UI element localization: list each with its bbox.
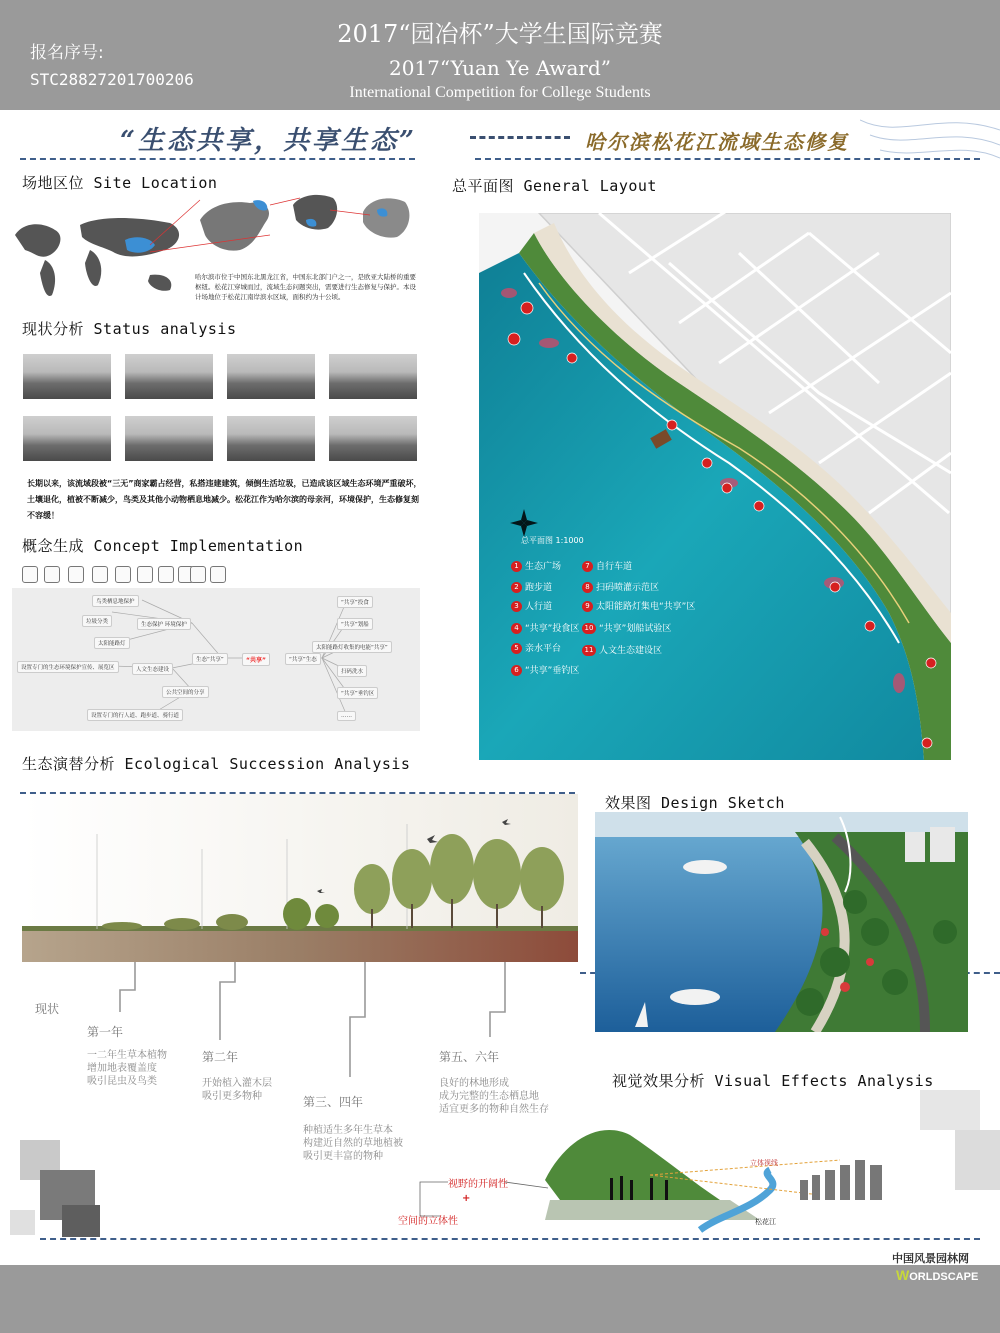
legend-number: 4 [511, 623, 522, 634]
legend-item-4 [511, 621, 579, 634]
walking-icon [158, 566, 174, 583]
slogan-subtitle: 哈尔滨松花江流域生态修复 [585, 130, 849, 154]
legend-item-6 [511, 663, 579, 676]
status-photo [125, 416, 213, 461]
status-photo [23, 416, 111, 461]
slogan-dash [470, 136, 570, 139]
stage-description-line: 成为完整的生态栖息地 [439, 1091, 539, 1102]
legend-label: “共享”划船试验区 [599, 624, 672, 634]
stage-description-line: 增加地表覆盖度 [87, 1063, 157, 1074]
lamp-icon [190, 566, 206, 583]
concept-node: 太阳能路灯 [94, 637, 130, 649]
decor-square [62, 1205, 100, 1237]
visual-label-openness: 视野的开阔性 [448, 1179, 508, 1190]
legend-label: 扫码喷灌示范区 [596, 583, 660, 593]
legend-item-1 [511, 559, 561, 572]
legend-item-11 [582, 643, 662, 656]
boat-icon [68, 566, 84, 583]
legend-item-3 [511, 599, 552, 612]
stage-title: 现状 [35, 1002, 60, 1016]
concept-node: 人文生态建设 [132, 663, 173, 675]
bicycle-icon [92, 566, 108, 583]
general-layout-plan [479, 213, 951, 760]
stage-description [303, 1124, 403, 1163]
legend-item-9 [582, 599, 695, 612]
divider [20, 158, 415, 160]
status-photo [329, 354, 417, 399]
logo-w: W [896, 1267, 910, 1283]
stage-description-line: 适宜更多的物种自然生存 [439, 1104, 549, 1115]
stage-title: 第一年 [87, 1025, 124, 1039]
concept-node: “共享”投食 [337, 596, 373, 608]
divider [40, 1238, 980, 1240]
design-sketch-rendering [595, 812, 968, 1032]
contour-decoration [860, 110, 1000, 160]
visual-label-stereoscopic: 空间的立体性 [398, 1216, 458, 1227]
location-connector-lines [140, 190, 410, 260]
concept-node: …… [337, 711, 356, 721]
cycling-icon [210, 566, 226, 583]
layout-scale-label: 总平面图 1:1000 [521, 536, 584, 545]
stage-description-line: 构建近自然的草地植被 [303, 1138, 403, 1149]
concept-node: “共享”垂钓区 [337, 687, 378, 699]
feeding-icon [137, 566, 153, 583]
visual-label-brace [410, 1178, 550, 1223]
legend-item-7 [582, 559, 632, 572]
registration-label: 报名序号: [30, 43, 104, 63]
legend-label: 太阳能路灯集电“共享”区 [596, 602, 696, 612]
legend-number: 7 [582, 561, 593, 572]
legend-number: 8 [582, 582, 593, 593]
decor-square [955, 1130, 1000, 1190]
bird-icon [44, 566, 60, 583]
legend-number: 6 [511, 665, 522, 676]
legend-label: 人行道 [525, 602, 553, 612]
legend-label: 人文生态建设区 [599, 646, 663, 656]
logo-rest: ORLDSCAPE [909, 1271, 979, 1283]
legend-item-5 [511, 641, 561, 654]
stage-description-line: 吸引昆虫及鸟类 [87, 1076, 157, 1087]
concept-node: 扫码洗水 [337, 665, 367, 677]
legend-label: 生态广场 [525, 562, 562, 572]
concept-node: 生态“共享” [192, 653, 228, 665]
decor-square [920, 1090, 980, 1130]
design-sketch-title: 效果图 Design Sketch [605, 794, 785, 812]
concept-node: “共享”生态 [285, 653, 321, 665]
legend-label: 亲水平台 [525, 644, 562, 654]
competition-title-en: 2017“Yuan Ye Award” [388, 56, 612, 80]
legend-number: 2 [511, 582, 522, 593]
slogan: “生态共享，共享生态” [120, 126, 417, 156]
concept-node: 垃圾分类 [82, 615, 112, 627]
competition-title-cn: 2017“园冶杯”大学生国际竞赛 [337, 20, 663, 48]
footer-bar [0, 1265, 1000, 1333]
concept-node: “共享”划船 [337, 618, 373, 630]
stage-title: 第三、四年 [303, 1095, 364, 1109]
concept-node: 鸟类栖息地保护 [92, 595, 139, 607]
legend-number: 1 [511, 561, 522, 572]
concept-title: 概念生成 Concept Implementation [22, 537, 304, 555]
status-photo [23, 354, 111, 399]
stage-description-line: 开始植入灌木层 [202, 1078, 272, 1089]
legend-item-10 [582, 621, 671, 634]
general-layout-title: 总平面图 General Layout [452, 177, 657, 195]
legend-label: “共享”垂钓区 [525, 666, 580, 676]
stage-description-line: 种植适生多年生草本 [303, 1125, 393, 1136]
legend-label: 跑步道 [525, 583, 553, 593]
registration-number: STC28827201700206 [30, 70, 194, 89]
stage-description-line: 良好的林地形成 [439, 1078, 509, 1089]
competition-subtitle-en: International Competition for College Students [349, 84, 651, 101]
site-location-title: 场地区位 Site Location [22, 174, 218, 192]
legend-number: 3 [511, 601, 522, 612]
concept-node: 太阳能路灯收集的电能“共享” [312, 641, 392, 653]
succession-title: 生态演替分析 Ecological Succession Analysis [22, 755, 411, 773]
status-analysis-text: 长期以来，该流域段被“三无”商家霸占经营，私搭违建建筑，倾倒生活垃圾，已造成该区域生态环境严重破坏，土壤退化，植被不断减少，鸟类及其他小动物栖息地减少。松花江作为哈尔滨的母亲河，环境保护，生态修复刻不容缓！ [27, 479, 422, 520]
status-photo [227, 416, 315, 461]
legend-number: 9 [582, 601, 593, 612]
succession-illustration [22, 794, 578, 962]
stage-description [87, 1049, 167, 1088]
legend-label: “共享”投食区 [525, 624, 580, 634]
visual-effects-diagram [520, 1120, 920, 1242]
visual-effects-title: 视觉效果分析 Visual Effects Analysis [612, 1072, 934, 1090]
status-photo [329, 416, 417, 461]
river-label: 松花江 [755, 1218, 776, 1226]
concept-node: 生态保护 环境保护 [137, 618, 191, 630]
site-logo-cn: 中国风景园林网 [892, 1252, 969, 1265]
sight-line-label: 立体视线 [750, 1159, 778, 1167]
legend-label: 自行车道 [596, 562, 633, 572]
stage-title: 第二年 [202, 1050, 239, 1064]
legend-number: 11 [582, 645, 596, 656]
stage-description [202, 1077, 272, 1103]
divider [475, 158, 980, 160]
stage-title: 第五、六年 [439, 1050, 500, 1064]
legend-number: 5 [511, 643, 522, 654]
site-logo-en [896, 1267, 978, 1283]
concept-mindmap [12, 588, 420, 731]
stage-description-line: 吸引更多物种 [202, 1091, 262, 1102]
concept-center-node: “共享” [242, 653, 270, 666]
site-plan-drawing [479, 213, 951, 760]
concept-node: 设置专门的生态环境保护宣传、展览区 [17, 661, 119, 673]
decor-square [10, 1210, 35, 1235]
concept-node: 设置专门的行人道、跑步道、骑行道 [87, 709, 183, 721]
stage-description-line: 吸引更丰富的物种 [303, 1151, 383, 1162]
person-icon [22, 566, 38, 583]
legend-item-2 [511, 580, 552, 593]
legend-number: 10 [582, 623, 596, 634]
visual-plus-sign: + [462, 1193, 471, 1204]
status-photo [125, 354, 213, 399]
status-photo [227, 354, 315, 399]
fishing-icon [115, 566, 131, 583]
concept-node: 公共空间的分享 [162, 686, 209, 698]
stage-description [439, 1077, 549, 1116]
site-location-description: 哈尔滨市位于中国东北黑龙江省，中国东北部门户之一，是欧亚大陆桥的重要枢纽。松花江穿城而过，流域生态问题突出，需要进行生态修复与保护。本设计场地位于松花江南岸滨水区域，面积约为十公顷。 [195, 273, 416, 301]
stage-description-line: 一二年生草本植物 [87, 1050, 167, 1061]
legend-item-8 [582, 580, 659, 593]
status-analysis-title: 现状分析 Status analysis [22, 320, 237, 338]
